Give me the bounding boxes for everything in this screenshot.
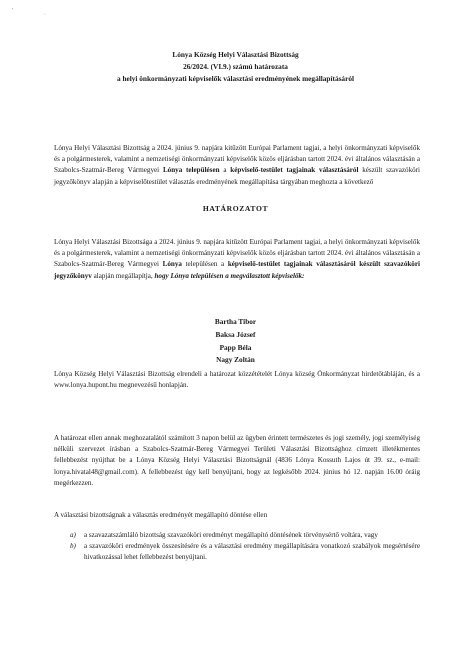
list-item-text: a szavazatszámláló bizottság szavazóköri eredményt megállapító döntésének törvénysértő voltára, vagy	[84, 531, 378, 539]
elected-list	[40, 316, 431, 367]
resolution-number: 26/2024. (VI.9.) számú határozata	[183, 62, 288, 71]
appeal-grounds-intro: A választási bizottságnak a választás eredményét megállapító döntése ellen	[54, 511, 268, 519]
elected-member: Nagy Zoltán	[216, 355, 255, 365]
resolution-subject: a helyi önkormányzati képviselők választási eredményének megállapításáról	[116, 74, 354, 83]
publication-paragraph: Lónya Község Helyi Választási Bizottság elrendeli a határozat közzétételét Lónya község Önkormányzat hirdetőtábláján, és a www.lonya.hupont.hu megnevezésű honlapján.	[54, 370, 420, 390]
list-item-label: b)	[70, 542, 76, 551]
elected-member: Bartha Tibor	[214, 317, 257, 326]
list-item-label: a)	[70, 531, 76, 539]
elected-member: Baksa József	[215, 329, 256, 339]
appeal-grounds-list	[70, 530, 420, 564]
elected-member: Papp Béla	[219, 342, 252, 352]
appeal-paragraph: A határozat ellen annak meghozatalától számított 3 napon belül az ügyben érintett természetes és jogi személy, jogi személyiség nélküli szervezet írásban a Szabolcs-Szatmár-Bereg Vármegyei Területi Választási Bizottsághoz címzett illetékmentes fellebbezést nyújthat be a Lónya Község Helyi Választási Bizottságnál (4836 Lónya Kossuth Lajos út 39. sz., e-mail: lonya.hivatal48@gmail.com). A fellebbezést úgy kell benyújtani, hogy az legkésőbb 2024. június hó 12. napján 16.00 óráig megérkezzen.	[54, 434, 420, 487]
list-item	[70, 530, 420, 541]
scan-mark: '	[12, 8, 14, 14]
scan-mark: ·	[44, 12, 46, 18]
document-header	[40, 49, 431, 85]
intro-paragraph: Lónya Helyi Választási Bizottság a 2024. június 9. napjára kitűzött Európai Parlament tagjai, a helyi önkormányzati képviselők és a polgármesterek, valamint a nemzetiségi önkormányzati képviselők közös eljárásban tartott 2024. évi általános választásán a Szabolcs-Szatmár-Bereg Vármegyei Lónya településen a képviselő-testület tagjainak választásáról készült szavazóköri jegyzőkönyv alapján a képviselőtestület választás eredményének megállapítása tárgyában meghozta a következő	[54, 144, 420, 186]
list-item	[70, 541, 420, 563]
list-item-text: a szavazóköri eredmények összesítésére és a választási eredmény megállapítására vonatkozó szabályok megsértésére hivatkozással lehet fellebbezést benyújtani.	[84, 542, 420, 562]
decision-heading: HATÁROZATOT	[202, 204, 269, 213]
decision-paragraph: Lónya Helyi Választási Bizottsága a 2024. június 9. napjára kitűzött Európai Parlament tagjai, a helyi önkormányzati képviselők és a polgármesterek, valamint a nemzetiségi önkormányzati képviselők közös eljárásban tartott 2024. évi általános választásán a Szabolcs-Szatmár-Bereg Vármegyei Lónya településen a képviselő-testület tagjainak választásáról készült szavazóköri jegyzőkönyv alapján megállapítja, hogy Lónya településen a megválasztott képviselők:	[54, 238, 420, 280]
committee-name: Lónya Község Helyi Választási Bizottság	[172, 50, 299, 59]
